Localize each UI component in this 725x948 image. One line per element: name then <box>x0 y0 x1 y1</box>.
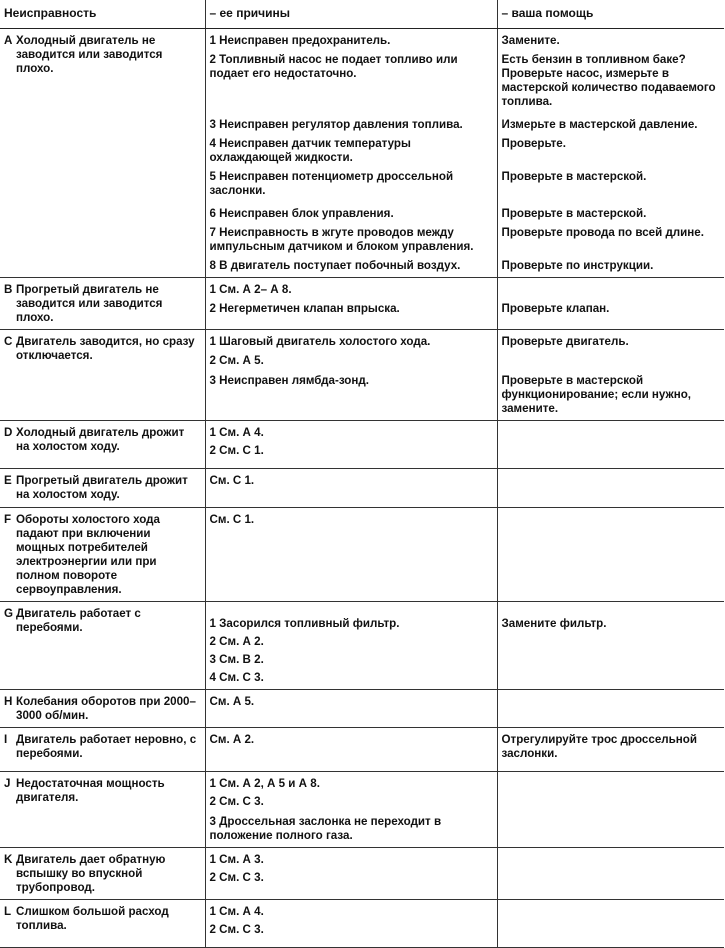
cause-item: 2 Негерметичен клапан впрыска. <box>209 302 400 315</box>
fault-letter: H <box>4 695 13 708</box>
fault-letter: B <box>4 283 13 296</box>
help-item: Измерьте в мастерской давление. <box>501 118 698 131</box>
table-row <box>0 690 724 728</box>
causes-cell <box>205 421 497 469</box>
cause-item: 1 См. А 3. <box>209 853 264 866</box>
fault-letter: J <box>4 777 11 790</box>
table-row <box>0 602 724 690</box>
causes-cell <box>205 469 497 508</box>
fault-text: Холодный двигатель дрожит на холостом ходу. <box>16 426 185 453</box>
cause-item: 3 Неисправен регулятор давления топлива. <box>209 118 463 131</box>
help-item <box>502 853 720 867</box>
cause-item: 4 Неисправен датчик температуры охлаждающей жидкости. <box>209 137 411 164</box>
fault-cell <box>0 421 205 469</box>
help-item <box>502 283 720 297</box>
causes-cell <box>205 330 497 421</box>
help-cell <box>497 848 724 900</box>
cause-item: 8 В двигатель поступает побочный воздух. <box>209 259 461 272</box>
help-item <box>502 513 720 527</box>
causes-cell <box>205 29 497 278</box>
help-cell <box>497 602 724 690</box>
cause-item: См. А 5. <box>209 695 255 708</box>
cause-item: 1 Шаговый двигатель холостого хода. <box>209 335 431 348</box>
help-item <box>502 635 720 649</box>
fault-cell <box>0 278 205 330</box>
help-item <box>502 795 720 809</box>
fault-cell <box>0 900 205 948</box>
causes-cell <box>205 728 497 772</box>
causes-cell <box>205 900 497 948</box>
help-item <box>502 815 720 843</box>
help-item <box>502 923 720 937</box>
help-item <box>502 871 720 885</box>
help-item: Проверьте в мастерской функционирование; если нужно, замените. <box>501 374 692 415</box>
fault-text: Прогретый двигатель дрожит на холостом ходу. <box>16 474 188 501</box>
fault-text: Колебания оборотов при 2000–3000 об/мин. <box>16 695 196 722</box>
help-cell <box>497 421 724 469</box>
cause-item: 3 Дроссельная заслонка не переходит в положение полного газа. <box>209 815 442 842</box>
table-row <box>0 848 724 900</box>
fault-cell <box>0 469 205 508</box>
help-item: Проверьте в мастерской. <box>501 170 647 183</box>
cause-item: См. А 2. <box>209 733 255 746</box>
fault-cell <box>0 330 205 421</box>
cause-item: 2 См. С 1. <box>209 444 264 457</box>
help-item: Проверьте двигатель. <box>501 335 629 348</box>
help-cell <box>497 469 724 508</box>
help-cell <box>497 330 724 421</box>
table-row <box>0 29 724 278</box>
cause-item: 6 Неисправен блок управления. <box>209 207 394 220</box>
help-cell <box>497 508 724 602</box>
fault-letter: E <box>4 474 12 487</box>
help-item: Замените. <box>501 34 560 47</box>
help-item <box>502 354 720 368</box>
cause-item: 1 Засорился топливный фильтр. <box>209 617 400 630</box>
fault-letter: L <box>4 905 12 918</box>
help-item <box>502 474 720 488</box>
help-cell <box>497 29 724 278</box>
help-item: Замените фильтр. <box>501 617 607 630</box>
cause-item: См. С 1. <box>209 474 255 487</box>
cause-item: 3 Неисправен лямбда-зонд. <box>209 374 369 387</box>
help-cell <box>497 900 724 948</box>
table-row <box>0 728 724 772</box>
help-item: Проверьте провода по всей длине. <box>501 226 704 239</box>
fault-text: Двигатель заводится, но сразу отключается. <box>16 335 195 362</box>
help-item: Проверьте. <box>501 137 566 150</box>
causes-cell <box>205 508 497 602</box>
fault-cell <box>0 848 205 900</box>
causes-cell <box>205 772 497 848</box>
help-item <box>502 444 720 458</box>
cause-item: 1 См. А 2, А 5 и А 8. <box>209 777 320 790</box>
table-row <box>0 330 724 421</box>
help-cell <box>497 690 724 728</box>
cause-item: 2 Топливный насос не подает топливо или подает его недостаточно. <box>209 53 458 80</box>
fault-text: Двигатель дает обратную вспышку во впускной трубопровод. <box>16 853 166 894</box>
cause-item: 2 См. А 5. <box>209 354 264 367</box>
help-item: Есть бензин в топливном баке? Проверьте насос, измерьте в мастерской количество подаваемого топлива. <box>501 53 716 108</box>
help-item <box>502 777 720 791</box>
cause-item: 2 См. С 3. <box>209 871 264 884</box>
cause-item: 1 См. А 4. <box>209 426 264 439</box>
table-row <box>0 772 724 848</box>
header-fault: Неисправность <box>0 0 205 29</box>
fault-letter: C <box>4 335 13 348</box>
cause-item: 7 Неисправность в жгуте проводов между импульсным датчиком и блоком управления. <box>209 226 474 253</box>
help-item: Отрегулируйте трос дроссельной заслонки. <box>501 733 697 760</box>
help-item <box>502 671 720 685</box>
table-row <box>0 508 724 602</box>
table-row <box>0 900 724 948</box>
cause-item: 4 См. С 3. <box>209 671 264 684</box>
fault-cell <box>0 772 205 848</box>
cause-item: 2 См. С 3. <box>209 795 264 808</box>
cause-item: 1 См. А 4. <box>209 905 264 918</box>
fault-cell <box>0 690 205 728</box>
cause-item: 2 См. А 2. <box>209 635 264 648</box>
causes-cell <box>205 602 497 690</box>
fault-letter: F <box>4 513 12 526</box>
causes-cell <box>205 278 497 330</box>
help-cell <box>497 278 724 330</box>
help-item <box>502 905 720 919</box>
fault-cell <box>0 29 205 278</box>
help-item: Проверьте клапан. <box>501 302 610 315</box>
help-item <box>502 426 720 440</box>
help-item: Проверьте по инструкции. <box>501 259 654 272</box>
table-row <box>0 421 724 469</box>
header-help: – ваша помощь <box>497 0 724 29</box>
cause-item: 3 См. В 2. <box>209 653 264 666</box>
fault-text: Двигатель работает неровно, с перебоями. <box>16 733 197 760</box>
cause-item: 2 См. С 3. <box>209 923 264 936</box>
help-item: Проверьте в мастерской. <box>501 207 647 220</box>
table-row <box>0 278 724 330</box>
fault-letter: I <box>4 733 8 746</box>
fault-text: Холодный двигатель не заводится или заводится плохо. <box>16 34 163 75</box>
fault-text: Обороты холостого хода падают при включении мощных потребителей электроэнергии или при полном повороте сервоуправления. <box>16 513 160 596</box>
header-row <box>0 0 724 29</box>
fault-text: Недостаточная мощность двигателя. <box>16 777 165 804</box>
help-item <box>502 653 720 667</box>
fault-letter: G <box>4 607 14 620</box>
fault-letter: A <box>4 34 13 47</box>
fault-letter: D <box>4 426 13 439</box>
fault-cell <box>0 602 205 690</box>
help-item <box>502 695 720 709</box>
fault-text: Слишком большой расход топлива. <box>16 905 169 932</box>
cause-item: См. С 1. <box>209 513 255 526</box>
causes-cell <box>205 690 497 728</box>
header-causes: – ее причины <box>205 0 497 29</box>
fault-cell <box>0 728 205 772</box>
fault-letter: K <box>4 853 13 866</box>
help-cell <box>497 772 724 848</box>
table-row <box>0 469 724 508</box>
fault-text: Прогретый двигатель не заводится или заводится плохо. <box>16 283 163 324</box>
cause-item: 1 Неисправен предохранитель. <box>209 34 391 47</box>
cause-item: 5 Неисправен потенциометр дроссельной заслонки. <box>209 170 454 197</box>
help-cell <box>497 728 724 772</box>
fault-cell <box>0 508 205 602</box>
fault-text: Двигатель работает с перебоями. <box>16 607 141 634</box>
cause-item: 1 См. А 2– А 8. <box>209 283 292 296</box>
causes-cell <box>205 848 497 900</box>
